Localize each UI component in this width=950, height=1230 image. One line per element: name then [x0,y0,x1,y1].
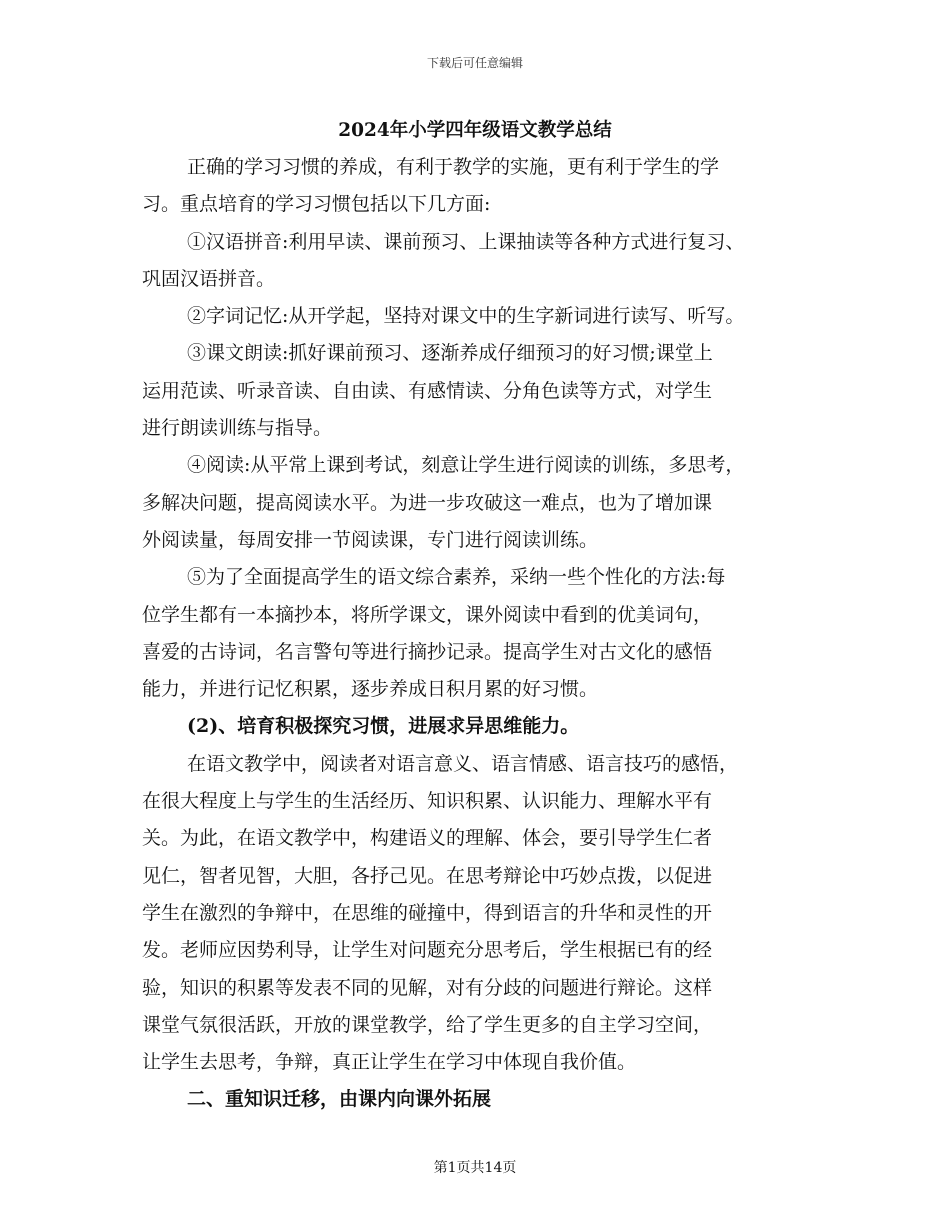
paragraph-line: 进行朗读训练与指导。 [142,417,333,440]
section-heading: 二、重知识迁移，由课内向课外拓展 [187,1088,492,1111]
paragraph-line: ⑤为了全面提高学生的语文综合素养，采纳一些个性化的方法:每 [187,566,726,589]
paragraph-line: 在很大程度上与学生的生活经历、知识积累、认识能力、理解水平有 [142,790,713,813]
paragraph-line: ②字词记忆:从开学起，坚持对课文中的生字新词进行读写、听写。 [187,305,745,328]
paragraph-line: 课堂气氛很活跃，开放的课堂教学，给了学生更多的自主学习空间， [142,1013,713,1036]
paragraph-line: 巩固汉语拼音。 [142,267,276,290]
page-number: 第1页共14页 [433,1160,517,1176]
page-title: 2024年小学四年级语文教学总结 [338,120,612,141]
paragraph-line: ①汉语拼音:利用早读、课前预习、上课抽读等各种方式进行复习、 [187,230,745,253]
paragraph-line: 能力，并进行记忆积累，逐步养成日积月累的好习惯。 [142,678,599,701]
paragraph-line: ④阅读:从平常上课到考试，刻意让学生进行阅读的训练，多思考， [187,454,745,477]
paragraph-line: 多解决问题，提高阅读水平。为进一步攻破这一难点，也为了增加课 [142,491,713,514]
section-heading: (2)、培育积极探究习惯，进展求异思维能力。 [187,715,580,738]
paragraph-line: 习。重点培育的学习习惯包括以下几方面: [142,193,491,216]
document-body [142,149,832,1119]
page-header: 下载后可任意编辑 [426,56,523,70]
paragraph-line: 外阅读量，每周安排一节阅读课，专门进行阅读训练。 [142,528,599,551]
paragraph-line: 验，知识的积累等发表不同的见解，对有分歧的问题进行辩论。这样 [142,976,713,999]
paragraph-line: 正确的学习习惯的养成，有利于教学的实施，更有利于学生的学 [187,156,720,178]
paragraph-line: 发。老师应因势利导，让学生对问题充分思考后，学生根据已有的经 [142,939,713,962]
paragraph-line: 见仁，智者见智，大胆，各抒己见。在思考辩论中巧妙点拨，以促进 [142,864,713,887]
paragraph-line: 学生在激烈的争辩中，在思维的碰撞中，得到语言的升华和灵性的开 [142,901,713,924]
paragraph-line: 运用范读、听录音读、自由读、有感情读、分角色读等方式，对学生 [142,379,713,402]
paragraph-line: 关。为此，在语文教学中，构建语义的理解、体会，要引导学生仁者 [142,827,713,850]
paragraph-line: 喜爱的古诗词，名言警句等进行摘抄记录。提高学生对古文化的感悟 [142,640,713,663]
paragraph-line: 位学生都有一本摘抄本，将所学课文，课外阅读中看到的优美词句， [142,603,713,626]
paragraph-line: ③课文朗读:抓好课前预习、逐渐养成仔细预习的好习惯;课堂上 [187,342,713,365]
paragraph-line: 让学生去思考，争辩，真正让学生在学习中体现自我价值。 [142,1051,637,1074]
paragraph-line: 在语文教学中，阅读者对语言意义、语言情感、语言技巧的感悟， [187,752,739,775]
